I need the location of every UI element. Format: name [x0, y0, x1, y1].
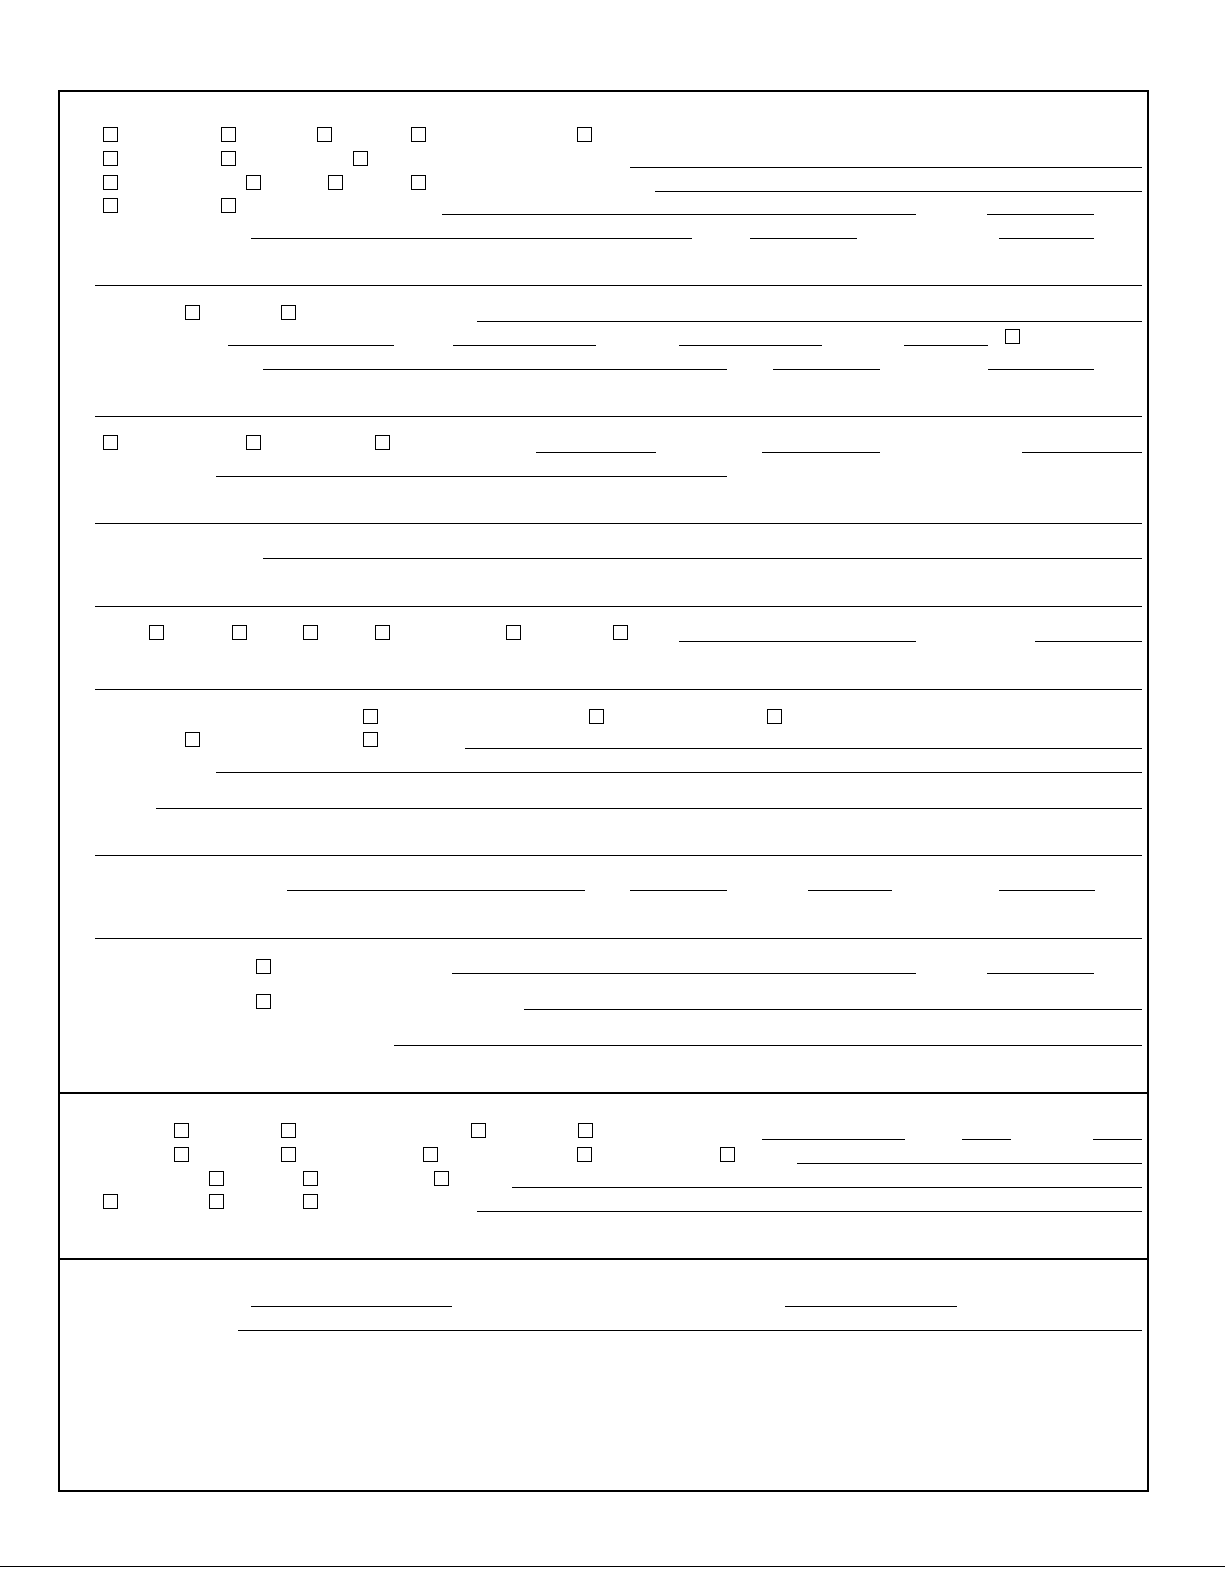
checkbox-s9-r4-2[interactable]: [209, 1194, 224, 1209]
checkbox-s5-r1-4[interactable]: [375, 625, 390, 640]
text-field-s3-r2[interactable]: [216, 476, 727, 477]
checkbox-s1-r3-4[interactable]: [411, 175, 426, 190]
checkbox-s1-r2-2[interactable]: [221, 151, 236, 166]
text-field-s2-r2-d[interactable]: [904, 345, 988, 346]
checkbox-s1-r1-5[interactable]: [577, 127, 592, 142]
section-divider-major-1: [60, 1092, 1147, 1094]
text-field-s1-r5-c[interactable]: [999, 238, 1094, 239]
checkbox-s9-r1-3[interactable]: [471, 1123, 486, 1138]
checkbox-s6-r2-2[interactable]: [363, 732, 378, 747]
divider-5: [95, 689, 1142, 690]
checkbox-s3-r1-2[interactable]: [246, 435, 261, 450]
checkbox-s9-r3-2[interactable]: [303, 1171, 318, 1186]
text-field-s5-r1-a[interactable]: [679, 641, 916, 642]
text-field-s8-r3[interactable]: [394, 1045, 1142, 1046]
text-field-s9-r2[interactable]: [797, 1163, 1142, 1164]
page-bottom-rule: [0, 1566, 1225, 1567]
text-field-s7-r1-b[interactable]: [630, 890, 727, 891]
checkbox-s2-r1-1[interactable]: [185, 305, 200, 320]
text-field-s1-r2[interactable]: [630, 167, 1142, 168]
text-field-s2-r2-a[interactable]: [228, 345, 394, 346]
checkbox-s1-r1-2[interactable]: [221, 127, 236, 142]
checkbox-s8-r2[interactable]: [256, 994, 271, 1009]
checkbox-s1-r4-1[interactable]: [103, 198, 118, 213]
section-divider-major-2: [60, 1258, 1147, 1260]
checkbox-s6-r2-1[interactable]: [185, 732, 200, 747]
checkbox-s1-r2-3[interactable]: [353, 151, 368, 166]
checkbox-s9-r2-2[interactable]: [281, 1147, 296, 1162]
checkbox-s6-r1-1[interactable]: [363, 709, 378, 724]
text-field-s9-r4[interactable]: [477, 1211, 1142, 1212]
text-field-s9-r1-a[interactable]: [762, 1139, 905, 1140]
text-field-s6-r3[interactable]: [216, 772, 1142, 773]
text-field-s3-r1-b[interactable]: [762, 452, 880, 453]
divider-3: [95, 523, 1142, 524]
checkbox-s1-r2-1[interactable]: [103, 151, 118, 166]
text-field-s6-r4[interactable]: [156, 808, 1142, 809]
checkbox-s1-r1-3[interactable]: [317, 127, 332, 142]
text-field-s1-r4-a[interactable]: [442, 214, 916, 215]
text-field-s9-r3[interactable]: [512, 1187, 1142, 1188]
text-field-s10-r1-a[interactable]: [251, 1306, 452, 1307]
checkbox-s9-r1-2[interactable]: [281, 1123, 296, 1138]
text-field-s4-r1[interactable]: [263, 558, 1142, 559]
checkbox-s1-r4-2[interactable]: [221, 198, 236, 213]
checkbox-s1-r3-3[interactable]: [328, 175, 343, 190]
checkbox-s9-r3-1[interactable]: [209, 1171, 224, 1186]
text-field-s2-r3-c[interactable]: [988, 369, 1094, 370]
checkbox-s3-r1-1[interactable]: [103, 435, 118, 450]
checkbox-s5-r1-1[interactable]: [149, 625, 164, 640]
checkbox-s2-r1-2[interactable]: [281, 305, 296, 320]
divider-6: [95, 855, 1142, 856]
checkbox-s1-r1-1[interactable]: [103, 127, 118, 142]
text-field-s2-r3-b[interactable]: [773, 369, 880, 370]
text-field-s7-r1-a[interactable]: [287, 890, 585, 891]
text-field-s8-r1-b[interactable]: [987, 973, 1094, 974]
text-field-s7-r1-c[interactable]: [808, 890, 892, 891]
divider-4: [95, 606, 1142, 607]
checkbox-s9-r1-4[interactable]: [578, 1123, 593, 1138]
text-field-s1-r5-a[interactable]: [251, 238, 692, 239]
text-field-s1-r3[interactable]: [655, 191, 1142, 192]
checkbox-s3-r1-3[interactable]: [375, 435, 390, 450]
checkbox-s6-r1-2[interactable]: [589, 709, 604, 724]
form-frame: [58, 90, 1149, 1492]
divider-2: [95, 416, 1142, 417]
checkbox-s8-r1[interactable]: [256, 959, 271, 974]
checkbox-s1-r3-1[interactable]: [103, 175, 118, 190]
checkbox-s5-r1-2[interactable]: [232, 625, 247, 640]
divider-7: [95, 938, 1142, 939]
checkbox-s2-r2[interactable]: [1005, 329, 1020, 344]
text-field-s2-r1[interactable]: [477, 321, 1142, 322]
text-field-s9-r1-b[interactable]: [962, 1139, 1011, 1140]
text-field-s2-r3-a[interactable]: [263, 369, 727, 370]
text-field-s2-r2-c[interactable]: [679, 345, 822, 346]
checkbox-s9-r1-1[interactable]: [174, 1123, 189, 1138]
checkbox-s5-r1-5[interactable]: [506, 625, 521, 640]
checkbox-s5-r1-3[interactable]: [303, 625, 318, 640]
checkbox-s9-r2-5[interactable]: [720, 1147, 735, 1162]
text-field-s7-r1-d[interactable]: [999, 890, 1095, 891]
checkbox-s1-r3-2[interactable]: [246, 175, 261, 190]
text-field-s1-r5-b[interactable]: [750, 238, 857, 239]
text-field-s10-r2[interactable]: [238, 1330, 1142, 1331]
text-field-s5-r1-b[interactable]: [1035, 641, 1142, 642]
text-field-s6-r2[interactable]: [465, 748, 1142, 749]
text-field-s3-r1-a[interactable]: [536, 452, 656, 453]
checkbox-s1-r1-4[interactable]: [411, 127, 426, 142]
checkbox-s9-r3-3[interactable]: [434, 1171, 449, 1186]
checkbox-s5-r1-6[interactable]: [613, 625, 628, 640]
text-field-s9-r1-c[interactable]: [1093, 1139, 1142, 1140]
checkbox-s6-r1-3[interactable]: [767, 709, 782, 724]
text-field-s8-r1-a[interactable]: [452, 973, 916, 974]
checkbox-s9-r2-3[interactable]: [423, 1147, 438, 1162]
checkbox-s9-r4-1[interactable]: [103, 1194, 118, 1209]
text-field-s1-r4-b[interactable]: [987, 214, 1094, 215]
divider-1: [95, 285, 1142, 286]
checkbox-s9-r2-4[interactable]: [577, 1147, 592, 1162]
text-field-s8-r2[interactable]: [524, 1009, 1142, 1010]
text-field-s2-r2-b[interactable]: [453, 345, 596, 346]
checkbox-s9-r2-1[interactable]: [174, 1147, 189, 1162]
text-field-s10-r1-b[interactable]: [785, 1306, 957, 1307]
checkbox-s9-r4-3[interactable]: [303, 1194, 318, 1209]
text-field-s3-r1-c[interactable]: [1022, 452, 1142, 453]
